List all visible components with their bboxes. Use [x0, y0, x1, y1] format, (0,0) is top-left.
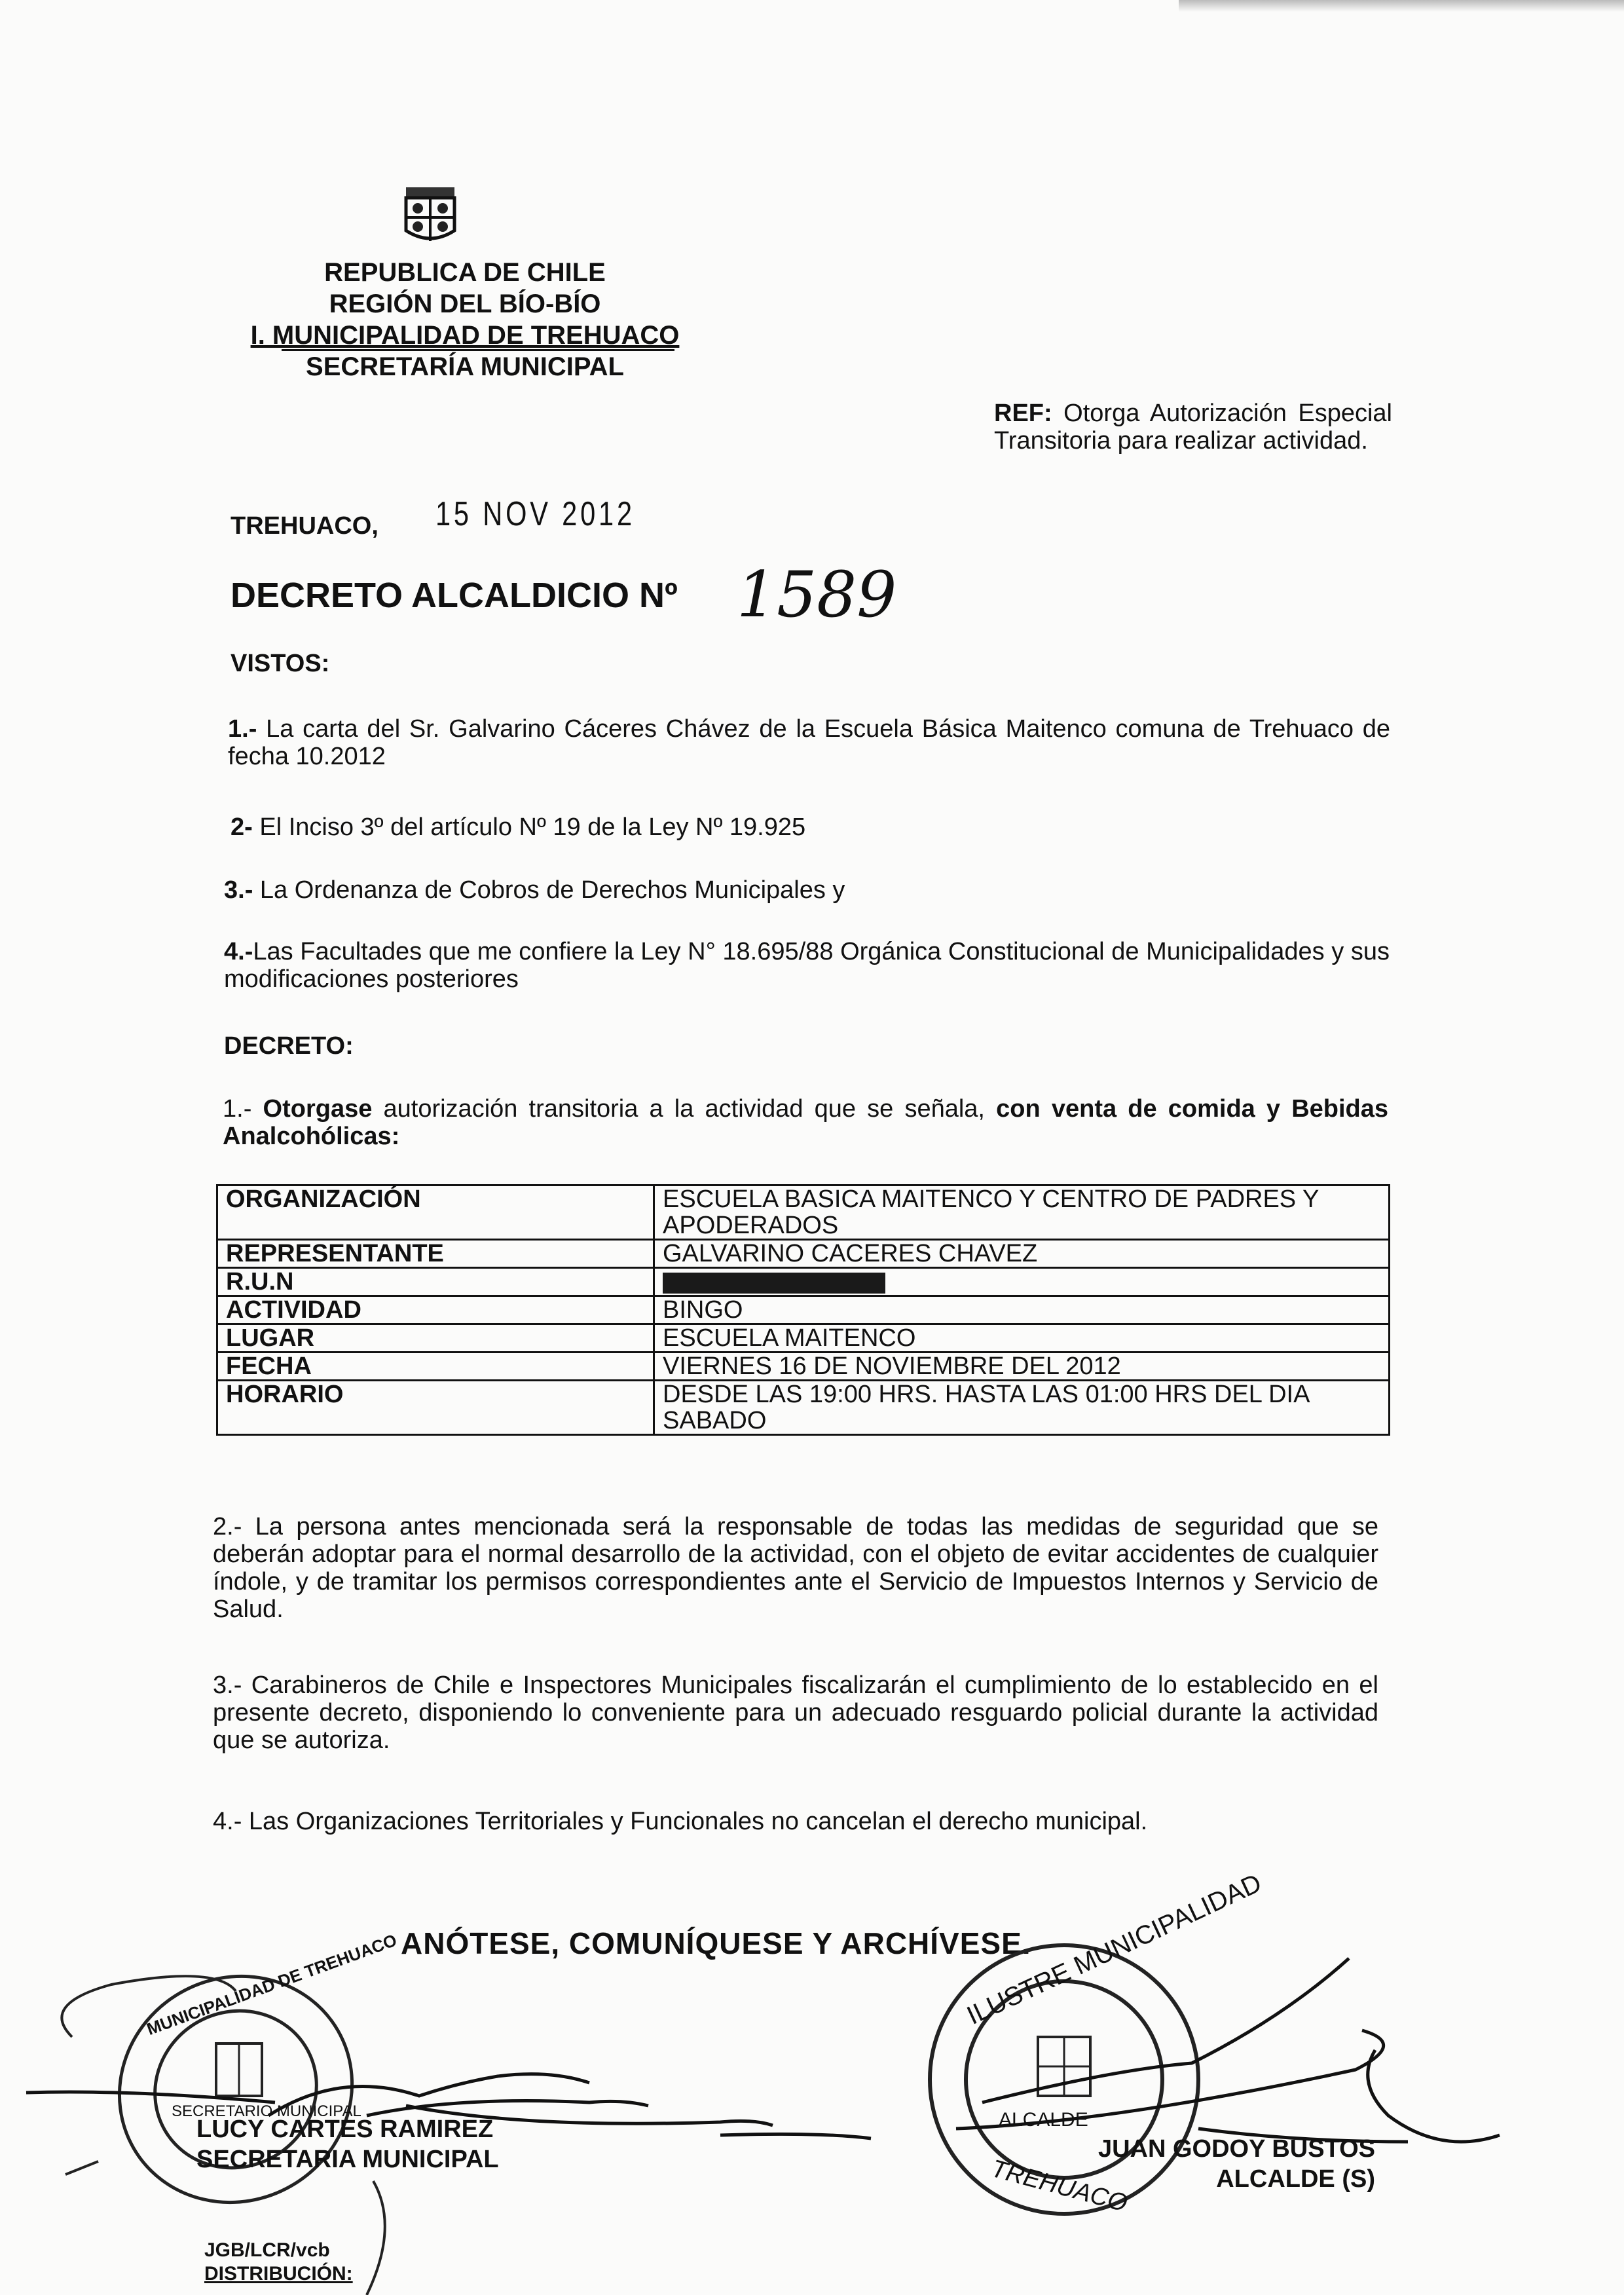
decree-number: 1589 — [737, 558, 897, 631]
decreto-p1-bold2: con venta de comida y Bebidas Analcohólicas: — [223, 1095, 1389, 1150]
vistos-item-1-num: 1.- — [228, 715, 257, 743]
table-value: ESCUELA BASICA MAITENCO Y CENTRO DE PADRES Y APODERADOS — [654, 1185, 1390, 1240]
closing-formula: ANÓTESE, COMUNÍQUESE Y ARCHÍVESE. — [401, 1926, 1031, 1960]
left-municipal-stamp-icon — [78, 1934, 394, 2245]
right-stamp-ring-text: ILUSTRE MUNICIPALIDAD — [963, 1868, 1266, 2030]
table-value: ESCUELA MAITENCO — [654, 1324, 1390, 1353]
decreto-p1-bold1: Otorgase — [263, 1095, 373, 1123]
decreto-paragraph-3: 3.- Carabineros de Chile e Inspectores Municipales fiscalizarán el cumplimiento de lo establecido en el presente decreto, disponiendo lo conveniente para un adecuado resguardo policial durante la actividad que se autoriza. — [213, 1671, 1378, 1754]
footer-distribution: DISTRIBUCIÓN: — [204, 2263, 353, 2285]
ref-text: Otorga Autorización Especial Transitoria para realizar actividad. — [994, 400, 1393, 455]
left-stamp-ring-text: MUNICIPALIDAD DE TREHUACO — [144, 1930, 399, 2040]
table-key: LUGAR — [217, 1324, 654, 1353]
vistos-item-3-text: La Ordenanza de Cobros de Derechos Municipales y — [259, 876, 845, 904]
left-signer-name: LUCY CARTES RAMIREZ — [196, 2116, 494, 2143]
header-republica: REPUBLICA DE CHILE — [324, 258, 606, 287]
decreto-paragraph-2: 2.- La persona antes mencionada será la responsable de todas las medidas de seguridad que se deberán adoptar para el normal desarrollo de la actividad, con el objeto de evitar accidentes de cualquier índole, y de tramitar los permisos correspondientes ante el Servicio de Impuestos Internos y Servicio de Salud. — [213, 1513, 1378, 1623]
table-key: FECHA — [217, 1353, 654, 1381]
header-municipalidad: I. MUNICIPALIDAD DE TREHUACO — [250, 321, 680, 350]
decreto-p1-text: autorización transitoria a la actividad que se señala, — [383, 1095, 985, 1123]
left-signer-title: SECRETARIA MUNICIPAL — [196, 2146, 499, 2173]
table-key: REPRESENTANTE — [217, 1240, 654, 1268]
vistos-item-2-text: El Inciso 3º del artículo Nº 19 de la Ley Nº 19.925 — [259, 813, 806, 841]
right-signer-name: JUAN GODOY BUSTOS — [1098, 2135, 1375, 2163]
footer — [204, 2239, 353, 2286]
vistos-item-2-num: 2- — [231, 813, 253, 841]
decreto-p1-num: 1.- — [223, 1095, 252, 1123]
right-stamp-inner-text: ALCALDE — [999, 2109, 1088, 2131]
table-key: R.U.N — [217, 1268, 654, 1296]
vistos-heading: VISTOS: — [231, 650, 330, 677]
vistos-item-4-text: Las Facultades que me confiere la Ley N° 18.695/88 Orgánica Constitucional de Municipalidades y sus modificaciones posteriores — [224, 938, 1390, 993]
decreto-paragraph-4: 4.- Las Organizaciones Territoriales y Funcionales no cancelan el derecho municipal. — [213, 1808, 1148, 1835]
vistos-item-4-num: 4.- — [224, 938, 253, 965]
table-value: GALVARINO CACERES CHAVEZ — [654, 1240, 1390, 1268]
vistos-item-3-num: 3.- — [224, 876, 253, 904]
header-secretaria: SECRETARÍA MUNICIPAL — [306, 352, 624, 381]
header-region: REGIÓN DEL BÍO-BÍO — [329, 289, 601, 318]
table-value: VIERNES 16 DE NOVIEMBRE DEL 2012 — [654, 1353, 1390, 1381]
right-stamp-bottom-text: TREHUACO — [988, 2155, 1130, 2218]
place-label: TREHUACO, — [231, 512, 378, 540]
decree-title: DECRETO ALCALDICIO Nº — [231, 576, 678, 615]
right-signer-title: ALCALDE (S) — [1216, 2165, 1375, 2193]
footer-initials: JGB/LCR/vcb — [204, 2239, 330, 2261]
vistos-item-1-text: La carta del Sr. Galvarino Cáceres Chávez de la Escuela Básica Maitenco comuna de Trehuaco de fecha 10.2012 — [228, 715, 1391, 770]
table-key: ORGANIZACIÓN — [217, 1185, 654, 1240]
table-value: DESDE LAS 19:00 HRS. HASTA LAS 01:00 HRS DEL DIA SABADO — [654, 1381, 1390, 1435]
left-stamp-inner-text: SECRETARIO MUNICIPAL — [172, 2102, 361, 2120]
stamp-date: 15 NOV 2012 — [435, 495, 635, 533]
left-signature-caption — [196, 2114, 499, 2174]
decreto-heading: DECRETO: — [224, 1032, 354, 1060]
right-signature-caption — [1035, 2134, 1375, 2194]
table-key: HORARIO — [217, 1381, 654, 1435]
ref-label: REF: — [994, 400, 1052, 427]
table-value: BINGO — [654, 1296, 1390, 1324]
table-key: ACTIVIDAD — [217, 1296, 654, 1324]
